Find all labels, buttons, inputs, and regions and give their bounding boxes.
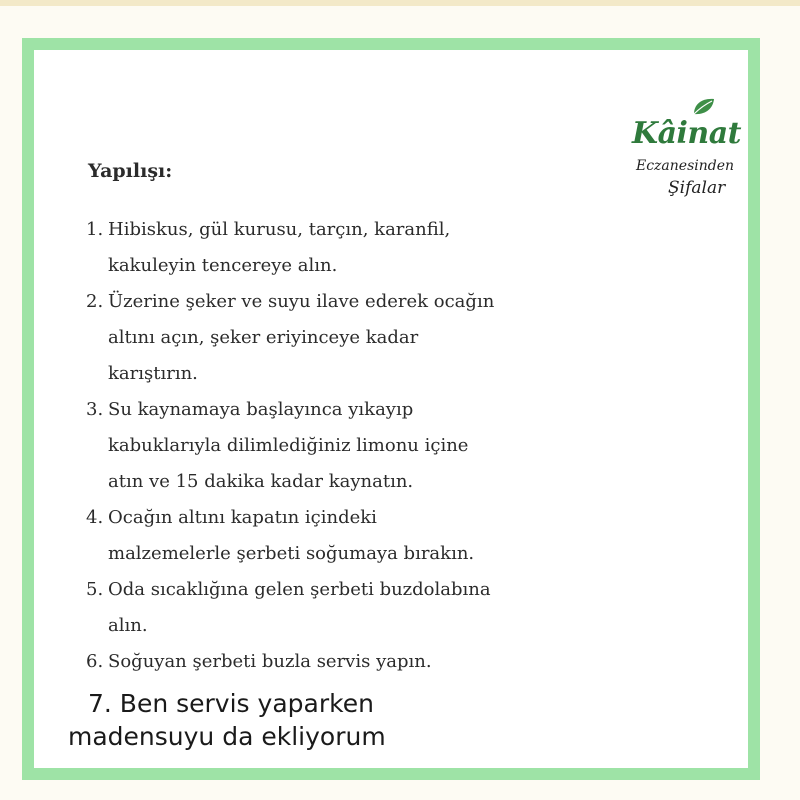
steps-list (86, 212, 586, 680)
step-item (86, 392, 586, 500)
note-line-2: madensuyu da ekliyorum (68, 722, 386, 751)
step-item (86, 212, 586, 284)
logo-tagline: Şifalar (668, 178, 726, 198)
step-text: Oda sıcaklığına gelen şerbeti buzdolabına alın. (108, 579, 491, 636)
step-number: 5. (86, 579, 104, 600)
step-text: Su kaynamaya başlayınca yıkayıp kabuklarıyla dilimlediğiniz limonu içine atın ve 15 dakika kadar kaynatın. (108, 399, 469, 492)
step-text: Hibiskus, gül kurusu, tarçın, karanfil, kakuleyin tencereye alın. (108, 219, 451, 276)
step-number: 4. (86, 507, 104, 528)
step-number: 2. (86, 291, 104, 312)
leaf-icon (690, 96, 718, 118)
step-item (86, 644, 586, 680)
step-item (86, 572, 586, 644)
step-number: 3. (86, 399, 104, 420)
step-text: Üzerine şeker ve suyu ilave ederek ocağın altını açın, şeker eriyinceye kadar karıştırın. (108, 291, 495, 384)
step-item (86, 284, 586, 392)
step-text: Ocağın altını kapatın içindeki malzemelerle şerbeti soğumaya bırakın. (108, 507, 475, 564)
logo-brand: Kâinat (632, 116, 742, 151)
note-line-1: 7. Ben servis yaparken (88, 689, 374, 718)
added-note (68, 687, 386, 753)
brand-logo (632, 90, 742, 210)
top-strip (0, 0, 800, 6)
step-number: 6. (86, 651, 104, 672)
recipe-card (22, 38, 760, 780)
step-number: 1. (86, 219, 104, 240)
recipe-heading: Yapılışı: (88, 160, 173, 182)
logo-subtitle: Eczanesinden (636, 158, 735, 174)
step-item (86, 500, 586, 572)
step-text: Soğuyan şerbeti buzla servis yapın. (108, 651, 432, 672)
